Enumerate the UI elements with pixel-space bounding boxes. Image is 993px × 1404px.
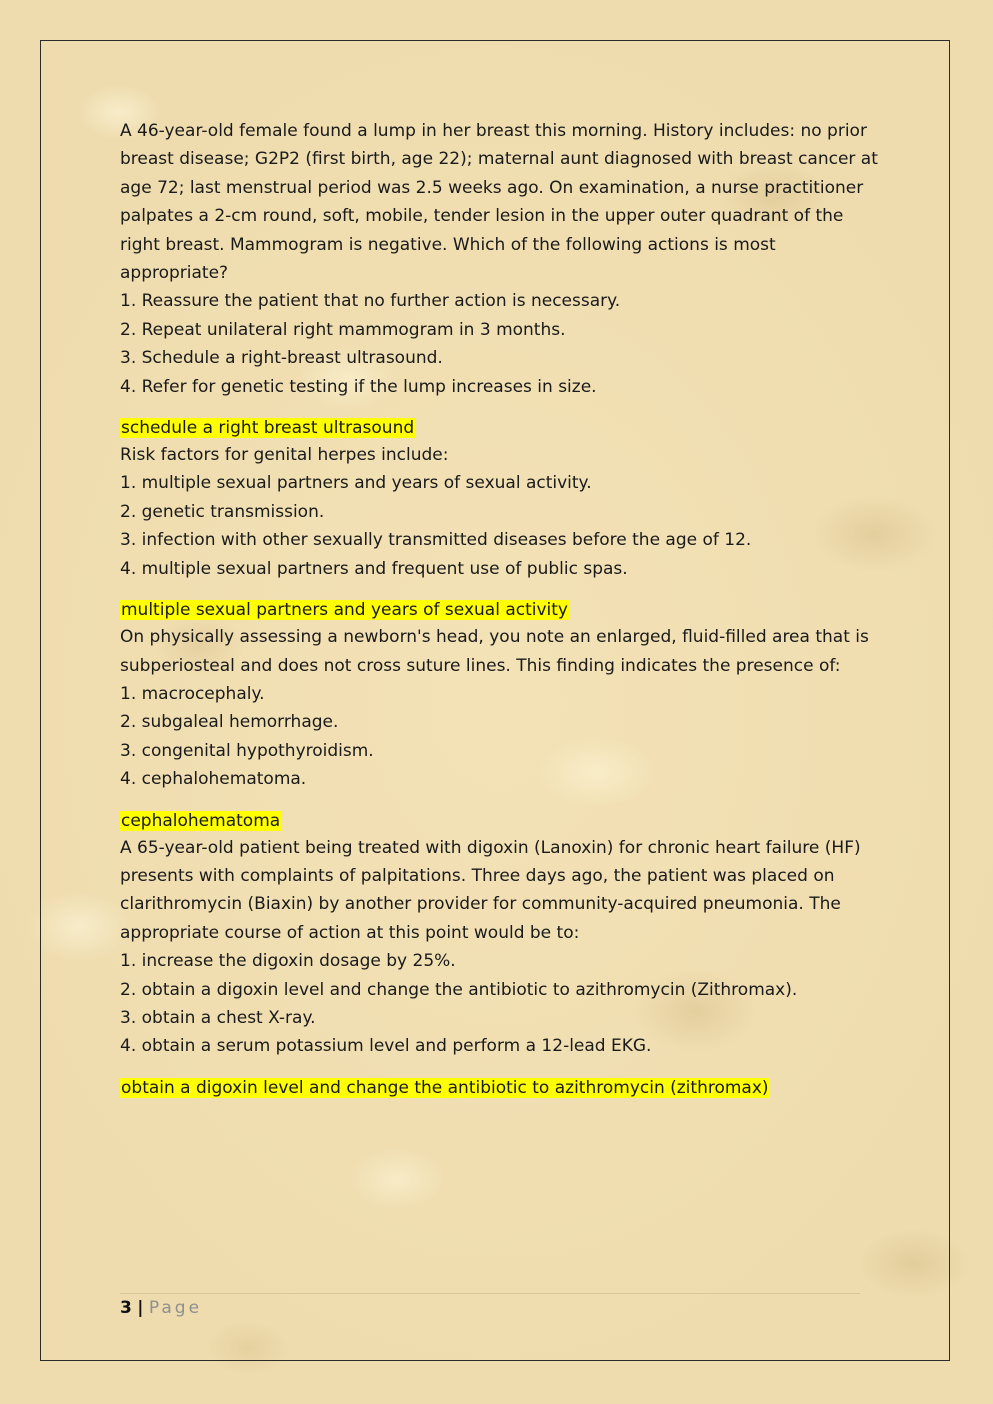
option-list [120, 680, 880, 794]
option-item: 4. obtain a serum potassium level and perform a 12-lead EKG. [120, 1036, 652, 1057]
option-item: 3. congenital hypothyroidism. [120, 740, 374, 761]
option-list [120, 947, 880, 1061]
answer-line [120, 1075, 880, 1101]
highlighted-answer: obtain a digoxin level and change the antibiotic to azithromycin (zithromax) [121, 1077, 769, 1098]
option-item: 4. cephalohematoma. [120, 769, 307, 790]
page-separator: | [137, 1298, 144, 1318]
option-item: 2. genetic transmission. [120, 501, 325, 522]
document-content [120, 117, 880, 1101]
highlighted-answer: cephalohematoma [121, 810, 281, 831]
question-block-3 [120, 623, 880, 833]
option-item: 4. multiple sexual partners and frequent use of public spas. [120, 558, 628, 579]
option-item: 2. Repeat unilateral right mammogram in 3 months. [120, 319, 566, 340]
question-stem: A 46-year-old female found a lump in her breast this morning. History includes: no prior breast disease; G2P2 (first birth, age 22); maternal aunt diagnosed with breast cancer at age 72; last menstrual period was 2.5 weeks ago. On examination, a nurse practitioner palpates a 2-cm round, soft, mobile, tender lesion in the upper outer quadrant of the right breast. Mammogram is negative. Which of the following actions is most appropriate? [120, 121, 878, 284]
question-block-2 [120, 441, 880, 623]
page-footer [120, 1293, 860, 1320]
option-item: 2. obtain a digoxin level and change the antibiotic to azithromycin (Zithromax). [120, 979, 798, 1000]
highlighted-answer: multiple sexual partners and years of sexual activity [121, 600, 568, 621]
option-item: 4. Refer for genetic testing if the lump increases in size. [120, 376, 597, 397]
option-item: 1. Reassure the patient that no further action is necessary. [120, 291, 621, 312]
question-stem: On physically assessing a newborn's head, you note an enlarged, fluid-filled area that is subperiosteal and does not cross suture lines. This finding indicates the presence of: [120, 627, 869, 676]
option-list [120, 287, 880, 401]
question-stem: A 65-year-old patient being treated with digoxin (Lanoxin) for chronic heart failure (HF) presents with complaints of palpitations. Three days ago, the patient was placed on clarithromycin (Biaxin) by another provider for community-acquired pneumonia. The appropriate course of action at this point would be to: [120, 837, 861, 943]
option-item: 1. macrocephaly. [120, 683, 265, 704]
answer-line [120, 808, 880, 834]
page-number: 3 [120, 1298, 132, 1318]
answer-line [120, 415, 880, 441]
highlighted-answer: schedule a right breast ultrasound [121, 418, 415, 439]
option-item: 3. infection with other sexually transmitted diseases before the age of 12. [120, 530, 752, 551]
answer-line [120, 597, 880, 623]
question-block-1 [120, 117, 880, 441]
option-item: 1. increase the digoxin dosage by 25%. [120, 951, 456, 972]
question-stem: Risk factors for genital herpes include: [120, 445, 449, 466]
page-label: Page [148, 1298, 203, 1318]
option-item: 3. obtain a chest X-ray. [120, 1007, 316, 1028]
option-item: 2. subgaleal hemorrhage. [120, 712, 339, 733]
option-item: 1. multiple sexual partners and years of sexual activity. [120, 473, 592, 494]
option-list [120, 469, 880, 583]
question-block-4 [120, 834, 880, 1101]
option-item: 3. Schedule a right-breast ultrasound. [120, 348, 443, 369]
